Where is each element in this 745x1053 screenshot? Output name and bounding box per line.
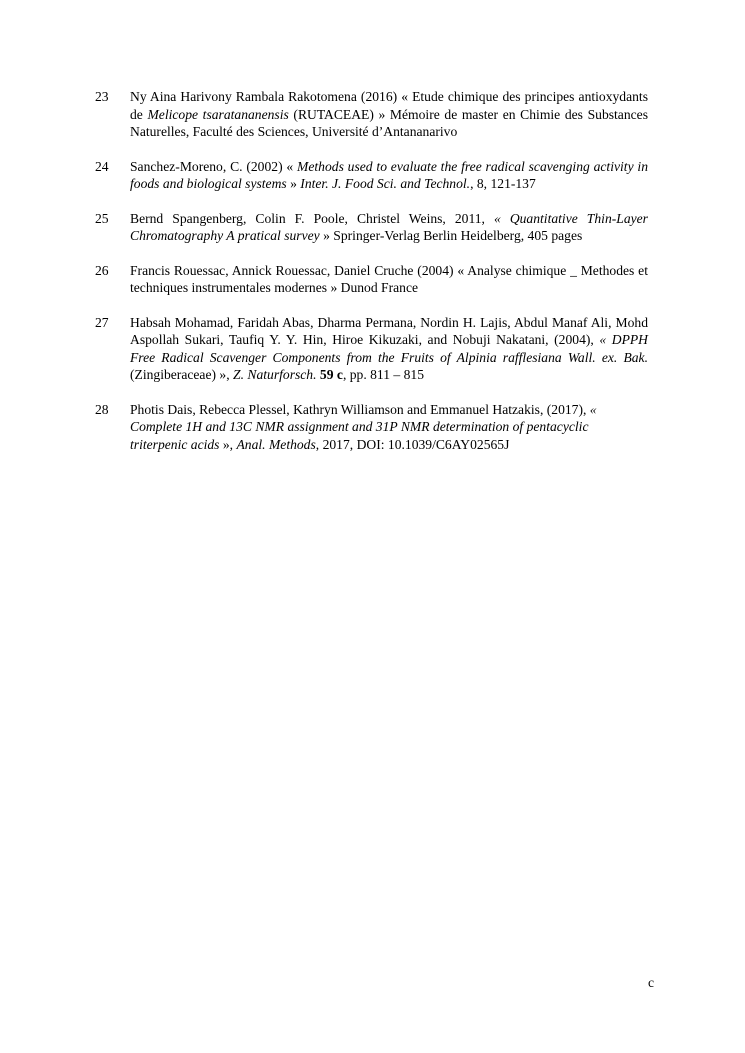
reference-number: 24 xyxy=(95,158,109,174)
reference-text-part: Bernd Spangenberg, Colin F. Poole, Christel Weins, 2011, xyxy=(130,210,494,226)
reference-number: 25 xyxy=(95,210,109,226)
reference-text-part: » Springer-Verlag Berlin Heidelberg, 405 pages xyxy=(319,228,583,243)
reference-text-part: (RUTACEAE) » Mémoire de master en Chimie des Substances Naturelles, Faculté des Sciences, Université d’Antananarivo xyxy=(130,106,648,139)
reference-text-part: (Zingiberaceae) », xyxy=(130,367,234,382)
reference-item xyxy=(95,401,648,454)
reference-number: 23 xyxy=(95,89,109,104)
reference-text-part: Anal. Methods xyxy=(236,436,316,452)
reference-text-part: Inter. J. Food Sci. and Technol. xyxy=(300,176,471,191)
reference-text-part: « Quantitative Thin-Layer Chromatography A pratical survey xyxy=(130,210,648,243)
reference-number: 28 xyxy=(95,401,109,417)
reference-number: 27 xyxy=(95,314,109,330)
reference-text xyxy=(130,158,648,193)
reference-text-part: Habsah Mohamad, Faridah Abas, Dharma Permana, Nordin H. Lajis, Abdul Manaf Ali, Mohd Aspollah Sukari, Taufiq Y. Y. Hin, Hiroe Kikuzaki, and Nobuji Nakatani, (2004), xyxy=(130,314,648,347)
reference-item xyxy=(95,314,648,384)
reference-text-part: », xyxy=(219,436,237,452)
reference-text-part: Melicope tsaratananensis xyxy=(147,106,289,122)
reference-text xyxy=(130,401,648,454)
reference-number: 26 xyxy=(95,262,109,278)
reference-item xyxy=(95,158,648,193)
reference-item xyxy=(95,88,648,141)
reference-text-part: , 8, 121-137 xyxy=(470,176,536,191)
reference-text-part: Ny Aina Harivony Rambala Rakotomena (2016) « Etude chimique des principes antioxydants de xyxy=(130,89,648,122)
reference-text xyxy=(130,262,648,297)
reference-text-part: » xyxy=(286,176,301,191)
reference-text-part: Methods used to evaluate the free radical scavenging activity in foods and biological systems xyxy=(130,158,649,191)
reference-text-part: Francis Rouessac, Annick Rouessac, Daniel Cruche (2004) « Analyse chimique _ Methodes et techniques instrumentales modernes » Dunod France xyxy=(130,262,648,295)
reference-text-part: Sanchez-Moreno, C. (2002) « xyxy=(130,158,298,174)
reference-text-part: Z. Naturforsch. xyxy=(233,367,317,382)
page-number: c xyxy=(648,975,655,990)
reference-text-part: Photis Dais, Rebecca Plessel, Kathryn Williamson and Emmanuel Hatzakis, (2017), xyxy=(130,401,590,417)
reference-text xyxy=(130,314,648,384)
reference-text-part: « DPPH Free Radical Scavenger Components from the Fruits of Alpinia rafflesiana Wall. ex. Bak. xyxy=(130,332,648,365)
reference-text-part: 59 c xyxy=(319,367,343,382)
reference-item xyxy=(95,210,648,245)
reference-list xyxy=(95,88,648,470)
reference-text-part: , 2017, DOI: 10.1039/C6AY02565J xyxy=(315,436,510,452)
reference-text xyxy=(130,210,648,245)
reference-text-part: « Complete 1H and 13C NMR assignment and 31P NMR determination of pentacyclic triterpenic acids xyxy=(130,401,597,452)
reference-text xyxy=(130,88,648,141)
reference-item xyxy=(95,262,648,297)
reference-text-part: , pp. 811 – 815 xyxy=(342,367,424,382)
